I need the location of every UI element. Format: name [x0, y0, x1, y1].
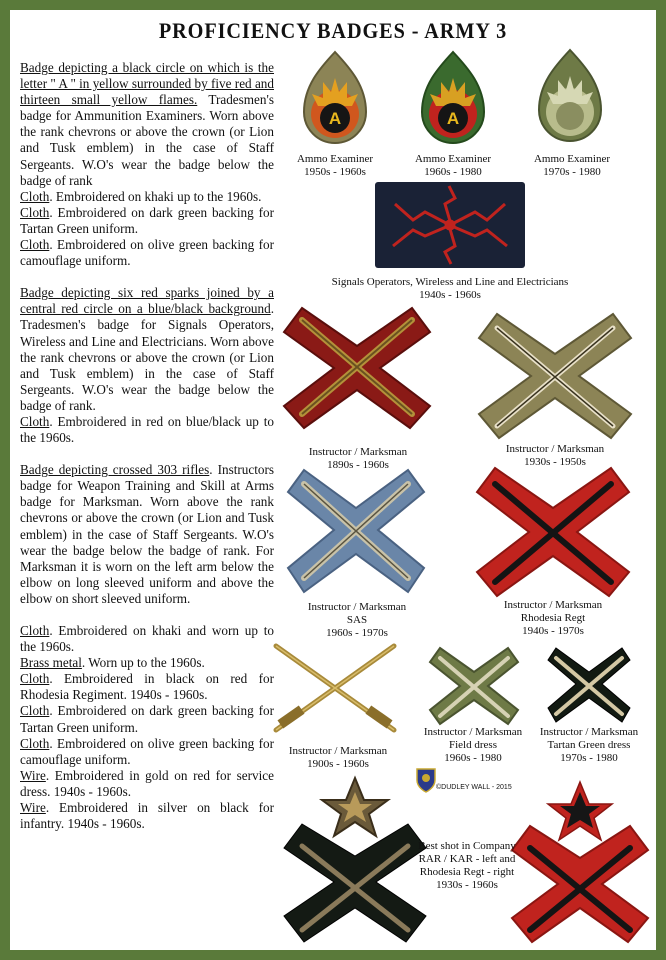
ammo3-caption: Ammo Examiner 1970s - 1980 — [533, 153, 611, 178]
ammo-letter: A — [328, 109, 342, 128]
m7-caption: Instructor / Marksman Tartan Green dress 1970s - 1980 — [539, 726, 639, 764]
marksman-gold-red-icon — [282, 302, 432, 432]
ammo1-caption: Ammo Examiner 1950s - 1960s — [296, 153, 374, 178]
page-title: PROFICIENCY BADGES - ARMY 3 — [158, 18, 508, 43]
marksman-khaki-icon — [475, 308, 635, 444]
ammo-badge-green-icon — [418, 48, 488, 154]
page-frame — [10, 10, 656, 950]
m5-caption: Instructor / Marksman 1900s - 1960s — [288, 745, 388, 770]
best-shot-caption: Best shot in Company RAR / KAR - left and Rhodesia Regt - right 1930s - 1960s — [418, 840, 516, 891]
signals-badge-icon — [375, 182, 525, 268]
ammo-description: Badge depicting a black circle on which is the letter " A " in yellow surrounded by five red and thirteen small yellow flames. Tradesmen's badge for Ammunition Examiners. Worn above the rank chevrons or above the crown (or Lion and Tusk emblem) in the case of Staff Sergeants. W.O's wear the badge below the badge of rank Cloth. Embroidered on khaki up to the 1960s. Cloth. Embroidered on dark green backing for Tartan Green uniform. Cloth. Embroidered on olive green backing for camouflage uniform. — [20, 60, 274, 269]
ammo-letter: A — [446, 109, 460, 128]
signals-description: Badge depicting six red sparks joined by a central red circle on a blue/black background. Tradesmen's badge for Signals Operators, Wireless and Line and Electricians. Worn above the rank chevrons or above the crown (or Lion and Tusk emblem) in the case of Staff Sergeants. W.O's wear the badge below the badge of rank. Cloth. Embroidered in red on blue/black up to the 1960s. — [20, 285, 274, 446]
rifles-variants: Cloth. Embroidered on khaki and worn up to the 1960s. Brass metal. Worn up to the 1960s. Cloth. Embroidered in black on red for Rhodesia Regiment. 1940s - 1960s. Cloth. Embroidered on dark green backing for Tartan Green uniform. Cloth. Embroidered on olive green backing for camouflage uniform. Wire. Embroidered in gold on red for service dress. 1940s - 1960s. Wire. Embroidered in silver on black for infantry. 1940s - 1960s. — [20, 623, 274, 832]
description-column — [20, 60, 274, 848]
copyright-credit: ©DUDLEY WALL - 2015 — [436, 784, 512, 791]
marksman-rhodesia-red-icon — [473, 462, 633, 602]
rifles-description: Badge depicting crossed 303 rifles. Instructors badge for Weapon Training and Skill at Arms badge for Marksman. Worn above the rank chevrons or above the crown (or Lion and Tusk emblem) in the case of Staff Sergeants. W.O's wear the badge below the badge of rank. For Marksman it is worn on the left arm below the elbow on long sleeved uniform and above the elbow on short sleeved uniform. — [20, 462, 274, 606]
ammo-badge-olive-icon — [535, 46, 605, 152]
m3-caption: Instructor / Marksman SAS 1960s - 1970s — [307, 601, 407, 639]
m6-caption: Instructor / Marksman Field dress 1960s - 1980 — [423, 726, 523, 764]
marksman-sas-blue-icon — [286, 464, 426, 598]
marksman-tartan-green-icon — [546, 644, 632, 726]
marksman-brass-icon — [270, 638, 400, 738]
m2-caption: Instructor / Marksman 1930s - 1950s — [505, 443, 605, 468]
m4-caption: Instructor / Marksman Rhodesia Regt 1940s - 1970s — [503, 599, 603, 637]
marksman-field-dress-icon — [428, 644, 520, 728]
signals-caption: Signals Operators, Wireless and Line and Electricians 1940s - 1960s — [331, 276, 569, 301]
ammo-badge-khaki-icon — [300, 48, 370, 154]
m1-caption: Instructor / Marksman 1890s - 1960s — [308, 446, 408, 471]
ammo2-caption: Ammo Examiner 1960s - 1980 — [414, 153, 492, 178]
